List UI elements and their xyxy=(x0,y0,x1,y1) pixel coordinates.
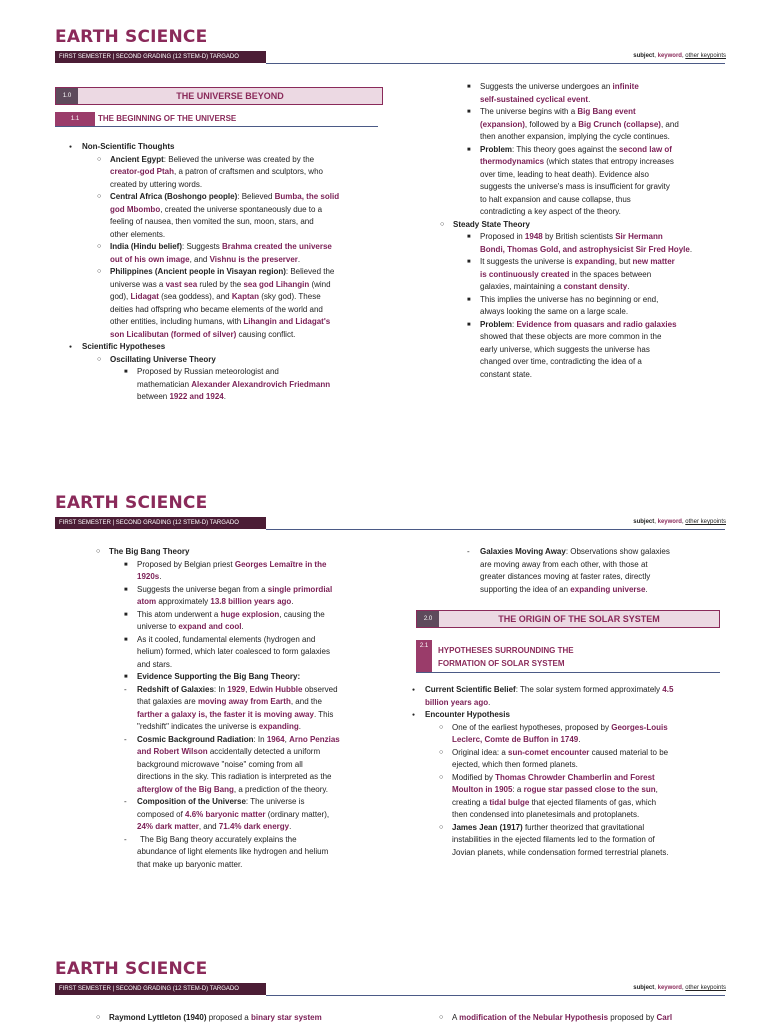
list-item: ○ Philippines (Ancient people in Visayan region): Believed the xyxy=(110,266,382,279)
semester-bar: FIRST SEMESTER | SECOND GRADING (12 STEM-D) TARGADO xyxy=(55,51,266,63)
right-column: ■ Suggests the universe undergoes an infinite self-sustained cyclical event. ■ The universe begins with a Big Bang event (expansion), followed by a Big Crunch (collapse), and then another expansion, implying the cycle continues. ■ Problem: This theory goes against the second law of thermodynamics (which states that entropy increases over time, leading to heat death). Evidence also suggests the universe's mass is insufficient for gravity to halt expansion and cause collapse, thus contradicting a key aspect of the theory. ○ Steady State Theory ■ Proposed in 1948 by British scientists Sir Hermann Bondi, Thomas Gold, and astrophysicist Sir Fred Hoyle. ■ It suggests the universe is expanding, but new matter is continuously created in the spaces between galaxies, maintaining a constant density. ■ This implies the universe has no beginning or end, always looking the same on a large scale. ■ Problem: Evidence from quasars and radio galaxies showed that these objects are more common in the early universe, which suggests the universe has changed over time, contradicting the idea of a constant state. xyxy=(480,81,730,381)
section-heading xyxy=(416,610,720,628)
list-item: - Galaxies Moving Away: Observations show galaxies xyxy=(480,546,730,559)
right-column: - Galaxies Moving Away: Observations show galaxies are moving away from each other, with those at greater distances moving at faster rates, directly supporting the idea of an expanding universe. xyxy=(480,546,730,596)
list-item: ■ Proposed by Russian meteorologist and xyxy=(137,366,382,379)
list-item: ○ The Big Bang Theory xyxy=(109,546,379,559)
section-label: THE UNIVERSE BEYOND xyxy=(176,91,284,101)
list-item: ■ It suggests the universe is expanding, but new matter xyxy=(480,256,730,269)
list-item: ■ Suggests the universe began from a single primordial xyxy=(137,584,379,597)
list-item: ■ This atom underwent a huge explosion, causing the xyxy=(137,609,379,622)
section-number: 1.0 xyxy=(56,88,78,104)
header-rule xyxy=(266,995,725,996)
list-item: ■ Proposed by Belgian priest Georges Lemaître in the xyxy=(137,559,379,572)
left-column xyxy=(109,1012,389,1025)
list-item: ○ Original idea: a sun-comet encounter caused material to be xyxy=(452,747,725,760)
list-item: ■ Suggests the universe undergoes an infinite xyxy=(480,81,730,94)
page-title: EARTH SCIENCE xyxy=(55,959,208,979)
legend-subject: subject xyxy=(633,985,655,991)
list-item: ■ Evidence Supporting the Big Bang Theory: xyxy=(137,671,379,684)
list-item: ■ As it cooled, fundamental elements (hydrogen and xyxy=(137,634,379,647)
page-title: EARTH SCIENCE xyxy=(55,27,208,47)
subsection-number: 1.1 xyxy=(55,112,95,126)
list-item: ○ Ancient Egypt: Believed the universe was created by the xyxy=(110,154,382,167)
right-column xyxy=(452,1012,732,1025)
legend-keyword: keyword xyxy=(657,53,682,59)
subsection-heading xyxy=(55,112,378,127)
legend: subject, keyword, other keypoints xyxy=(633,519,726,525)
legend: subject, keyword, other keypoints xyxy=(633,53,726,59)
section-heading xyxy=(55,87,383,105)
list-item: ● Non-Scientific Thoughts xyxy=(82,141,382,154)
subsection-heading xyxy=(416,640,720,673)
list-item: - Composition of the Universe: The universe is xyxy=(137,796,379,809)
list-item: ○ Oscillating Universe Theory xyxy=(110,354,382,367)
legend: subject, keyword, other keypoints xyxy=(633,985,726,991)
left-column: ● Non-Scientific Thoughts ○ Ancient Egypt: Believed the universe was created by the creator-god Ptah, a patron of craftsmen and sculptors, who created by uttering words. ○ Central Africa (Boshongo people): Believed Bumba, the solid god Mbombo, created the universe spontaneously due to a feeling of nausea, then vomited the sun, moon, stars, and other elements. ○ India (Hindu belief): Suggests Brahma created the universe out of his own image, and Vishnu is the preserver. ○ Philippines (Ancient people in Visayan region): Believed the universe was a vast sea ruled by the sea god Lihangin (wind god), Lidagat (sea goddess), and Kaptan (sky god). These deities had offspring who became elements of the world and other entities, including humans, with Lihangin and Lidagat's son Licalibutan (formed of silver) causing conflict. ● Scientific Hypotheses ○ Oscillating Universe Theory ■ Proposed by Russian meteorologist and mathematician Alexander Alexandrovich Friedmann between 1922 and 1924. xyxy=(82,141,382,404)
list-item: ○ Central Africa (Boshongo people): Believed Bumba, the solid xyxy=(110,191,382,204)
header-rule xyxy=(266,529,725,530)
list-item: ○ India (Hindu belief): Suggests Brahma created the universe xyxy=(110,241,382,254)
semester-bar: FIRST SEMESTER | SECOND GRADING (12 STEM-D) TARGADO xyxy=(55,983,266,995)
list-item: - Cosmic Background Radiation: In 1964, Arno Penzias xyxy=(137,734,379,747)
list-item: - Redshift of Galaxies: In 1929, Edwin Hubble observed xyxy=(137,684,379,697)
section-number: 2.0 xyxy=(417,611,439,627)
list-item: ● Scientific Hypotheses xyxy=(82,341,382,354)
legend-keyword: keyword xyxy=(657,519,682,525)
list-item: ● Encounter Hypothesis xyxy=(425,709,725,722)
list-item: ○ James Jean (1917) further theorized that gravitational xyxy=(452,822,725,835)
legend-subject: subject xyxy=(633,519,655,525)
list-item: ■ Problem: This theory goes against the second law of xyxy=(480,144,730,157)
subsection-label: THE BEGINNING OF THE UNIVERSE xyxy=(98,114,237,123)
list-item: ● Current Scientific Belief: The solar system formed approximately 4.5 xyxy=(425,684,725,697)
list-item: ■ This implies the universe has no beginning or end, xyxy=(480,294,730,307)
list-item: ■ Proposed in 1948 by British scientists Sir Hermann xyxy=(480,231,730,244)
right-column-lower: ● Current Scientific Belief: The solar system formed approximately 4.5 billion years ago. ● Encounter Hypothesis ○ One of the earliest hypotheses, proposed by Georges-Louis Leclerc, Comte de Buffon in 1749. ○ Original idea: a sun-comet encounter caused material to be ejected, which then formed planets. ○ Modified by Thomas Chrowder Chamberlin and Forest Moulton in 1905: a rogue star passed close to the sun, creating a tidal bulge that ejected filaments of gas, which then condensed into planetesimals and protoplanets. ○ James Jean (1917) further theorized that gravitational instabilities in the ejected filaments led to the formation of Jovian planets, while condensation formed terrestrial planets. xyxy=(425,684,725,859)
page-title: EARTH SCIENCE xyxy=(55,493,208,513)
header-rule xyxy=(266,63,725,64)
list-item: ○ Modified by Thomas Chrowder Chamberlin and Forest xyxy=(452,772,725,785)
legend-other: other keypoints xyxy=(685,53,726,59)
legend-other: other keypoints xyxy=(685,519,726,525)
list-item: ○ Steady State Theory xyxy=(453,219,730,232)
list-item: ○ Raymond Lyttleton (1940) proposed a binary star system xyxy=(109,1012,389,1025)
legend-keyword: keyword xyxy=(657,985,682,991)
semester-bar: FIRST SEMESTER | SECOND GRADING (12 STEM-D) TARGADO xyxy=(55,517,266,529)
legend-other: other keypoints xyxy=(685,985,726,991)
section-label: THE ORIGIN OF THE SOLAR SYSTEM xyxy=(498,614,660,624)
subsection-label: HYPOTHESES SURROUNDING THE FORMATION OF SOLAR SYSTEM xyxy=(438,646,574,668)
list-item: ■ Problem: Evidence from quasars and radio galaxies xyxy=(480,319,730,332)
legend-subject: subject xyxy=(633,53,655,59)
list-item: ○ A modification of the Nebular Hypothesis proposed by Carl xyxy=(452,1012,732,1025)
subsection-number: 2.1 xyxy=(416,640,432,672)
list-item: ■ The universe begins with a Big Bang event xyxy=(480,106,730,119)
list-item: - The Big Bang theory accurately explains the xyxy=(137,834,379,847)
list-item: ○ One of the earliest hypotheses, proposed by Georges-Louis xyxy=(452,722,725,735)
left-column: ○ The Big Bang Theory ■ Proposed by Belgian priest Georges Lemaître in the 1920s. ■ Suggests the universe began from a single primordial atom approximately 13.8 billion years ago. ■ This atom underwent a huge explosion, causing the universe to expand and cool. ■ As it cooled, fundamental elements (hydrogen and helium) formed, which later coalesced to form galaxies and stars. ■ Evidence Supporting the Big Bang Theory: - Redshift of Galaxies: In 1929, Edwin Hubble observed that galaxies are moving away from Earth, and the farther a galaxy is, the faster it is moving away. This "redshift" indicates the universe is expanding. - Cosmic Background Radiation: In 1964, Arno Penzias and Robert Wilson accidentally detected a uniform background microwave "noise" coming from all directions in the sky. This radiation is interpreted as the afterglow of the Big Bang, a prediction of the theory. - Composition of the Universe: The universe is composed of 4.6% baryonic matter (ordinary matter), 24% dark matter, and 71.4% dark energy. - The Big Bang theory accurately explains the abundance of light elements like hydrogen and helium that make up baryonic matter. xyxy=(109,546,379,871)
